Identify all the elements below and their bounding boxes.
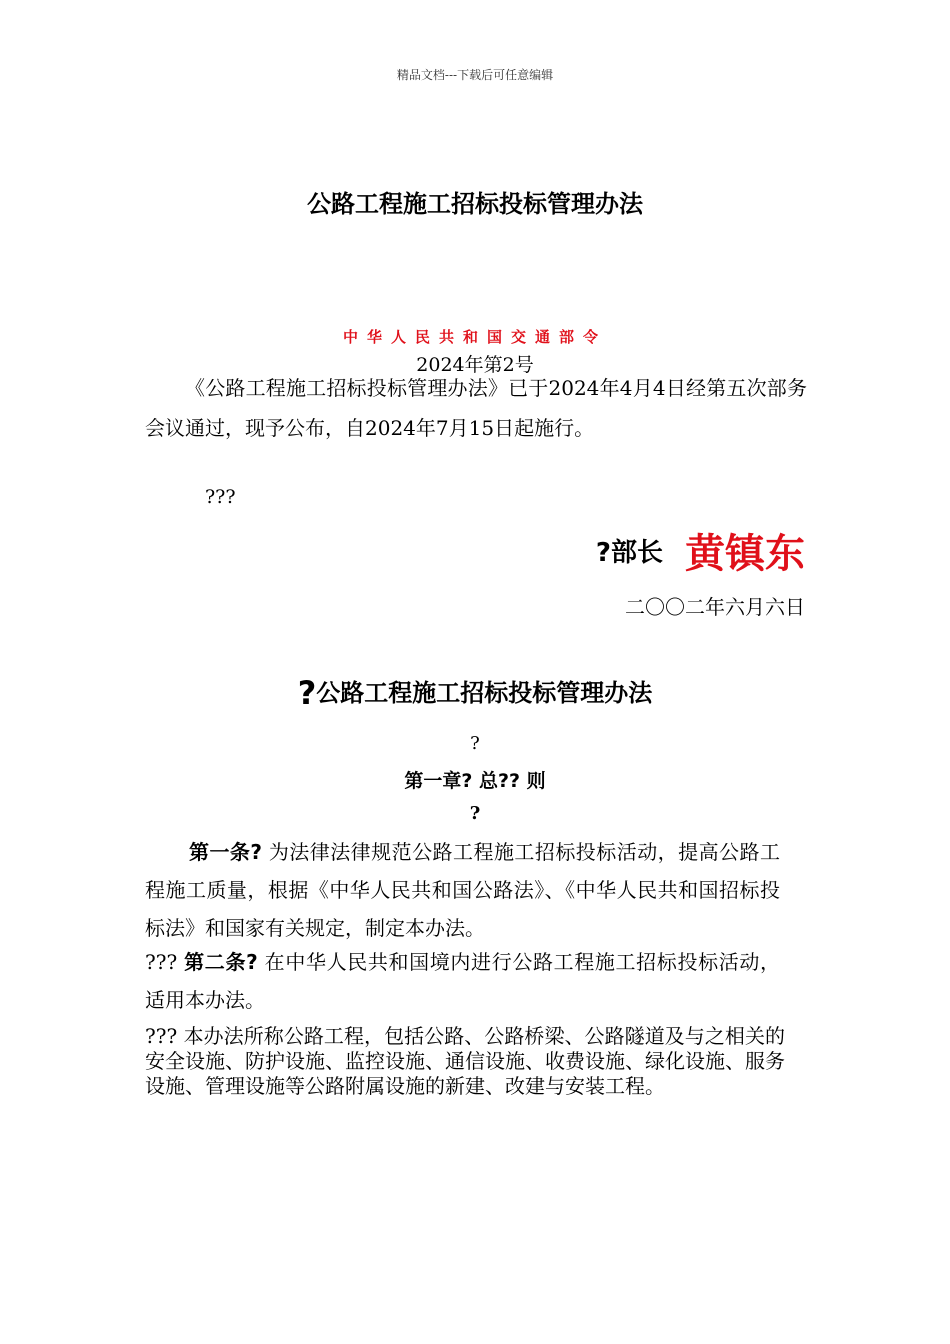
article-label: 第一条?	[189, 840, 262, 864]
minister-name: 黄镇东	[685, 531, 805, 577]
article-text: 为法律法律规范公路工程施工招标投标活动，提高公路工程施工质量，根据《中华人民共和国公路法》、《中华人民共和国招标投标法》和国家有关规定，制定本办法。	[145, 840, 780, 940]
page-header: 精品文档---下载后可任意编辑	[396, 68, 554, 82]
article-paragraph	[145, 1024, 785, 1099]
section-title-prefix: ?	[297, 674, 317, 712]
chapter-heading: 第一章? 总?? 则	[404, 770, 546, 792]
order-body: 《公路工程施工招标投标管理办法》已于2024年4月4日经第五次部务会议通过，现予公布，自2024年7月15日起施行。	[145, 376, 807, 440]
article-label: 第二条?	[184, 950, 258, 974]
order-placeholder: ???	[205, 486, 236, 508]
section-title	[0, 673, 950, 712]
minister-label: ?部长	[595, 538, 663, 568]
article-lead: ???	[145, 1024, 184, 1048]
order-date: 二〇〇二年六月六日	[625, 595, 805, 619]
order-issuer: 中华人民共和国交通部令	[342, 328, 607, 346]
separator-mark: ?	[470, 733, 480, 754]
document-title: 公路工程施工招标投标管理办法	[307, 190, 643, 218]
order-number: 2024年第2号	[416, 354, 534, 376]
section-title-text: 公路工程施工招标投标管理办法	[316, 679, 653, 707]
article-lead: ???	[145, 950, 185, 974]
article-text: 本办法所称公路工程，包括公路、公路桥梁、公路隧道及与之相关的安全设施、防护设施、监控设施、通信设施、收费设施、绿化设施、服务设施、管理设施等公路附属设施的新建、改建与安装工程。	[145, 1024, 785, 1098]
article-paragraph	[145, 943, 780, 1019]
separator-mark: ?	[469, 803, 481, 824]
article-text: 在中华人民共和国境内进行公路工程施工招标投标活动，适用本办法。	[145, 950, 780, 1012]
minister-signature	[596, 522, 805, 579]
article-paragraph	[145, 833, 780, 947]
